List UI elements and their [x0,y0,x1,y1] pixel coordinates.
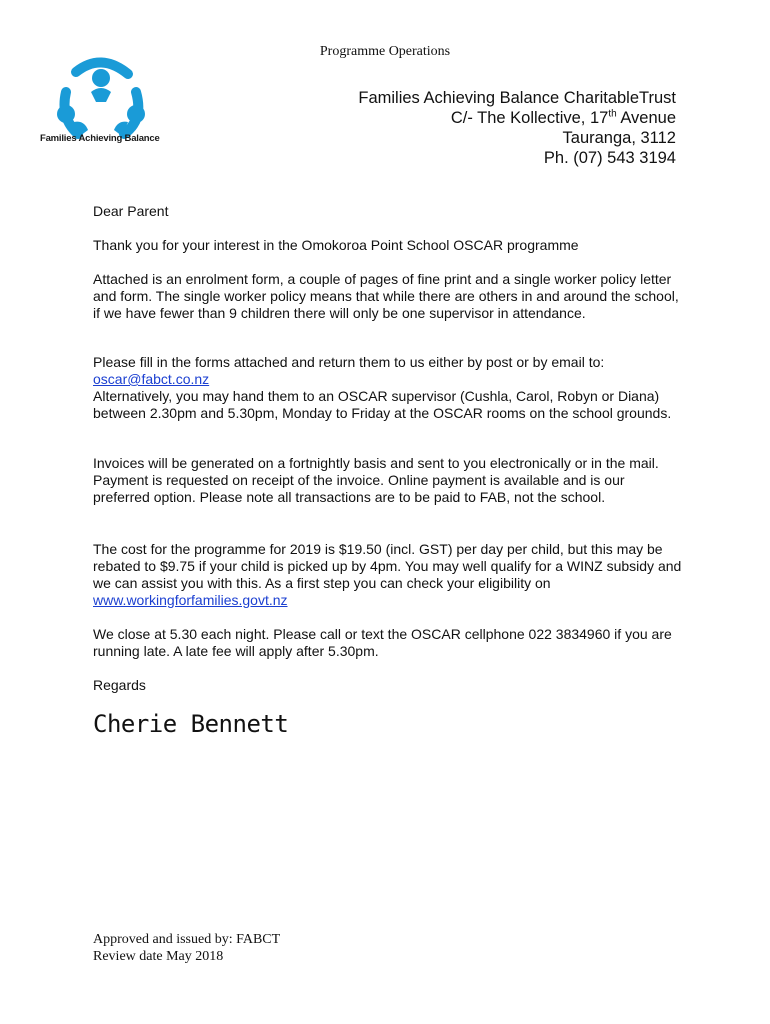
return-forms-alternative: Alternatively, you may hand them to an OSCAR supervisor (Cushla, Carol, Robyn or Diana) between 2.30pm and 5.30pm, Monday to Friday at the OSCAR rooms on the school grounds. [93,388,672,421]
paragraph-attachments: Attached is an enrolment form, a couple of pages of fine print and a single worker policy letter and form. The single worker policy means that while there are others in and around the school, if we have fewer than 9 children there will only be one supervisor in attendance. [93,271,679,321]
address-line-phone: Ph. (07) 543 3194 [543,149,676,167]
footer [93,931,280,965]
sender-address [358,88,676,168]
paragraph-closing-time: We close at 5.30 each night. Please call or text the OSCAR cellphone 022 3834960 if you are running late. A late fee will apply after 5.30pm. [93,626,672,659]
website-link[interactable]: www.workingforfamilies.govt.nz [93,592,288,608]
address-line-city: Tauranga, 3112 [562,129,676,147]
signature: Cherie Bennett [93,710,289,738]
paragraph-interest: Thank you for your interest in the Omokoroa Point School OSCAR programme [93,237,579,253]
closing-regards: Regards [93,677,146,693]
address-line-org: Families Achieving Balance CharitableTrust [358,89,676,107]
return-forms-intro: Please fill in the forms attached and return them to us either by post or by email to: [93,354,605,370]
paragraph-return-forms [93,354,683,422]
footer-review-date: Review date May 2018 [93,949,224,964]
salutation: Dear Parent [93,203,169,219]
logo-text: Families Achieving Balance [40,133,160,144]
address-line-street: C/- The Kollective, 17th Avenue [450,108,676,127]
paragraph-invoices: Invoices will be generated on a fortnightly basis and sent to you electronically or in the mail. Payment is requested on receipt of the invoice. Online payment is available and is our preferred option. Please note all transactions are to be paid to FAB, not the school. [93,455,659,505]
paragraph-cost: The cost for the programme for 2019 is $19.50 (incl. GST) per day per child, but this may be rebated to $9.75 if your child is picked up by 4pm. You may well qualify for a WINZ subsidy and we can assist you with this. As a first step you can check your eligibility on www.workingforfamilies.govt.nz [93,541,682,608]
footer-approved: Approved and issued by: FABCT [93,932,281,947]
page-header-title: Programme Operations [319,44,451,59]
email-link[interactable]: oscar@fabct.co.nz [93,371,210,387]
